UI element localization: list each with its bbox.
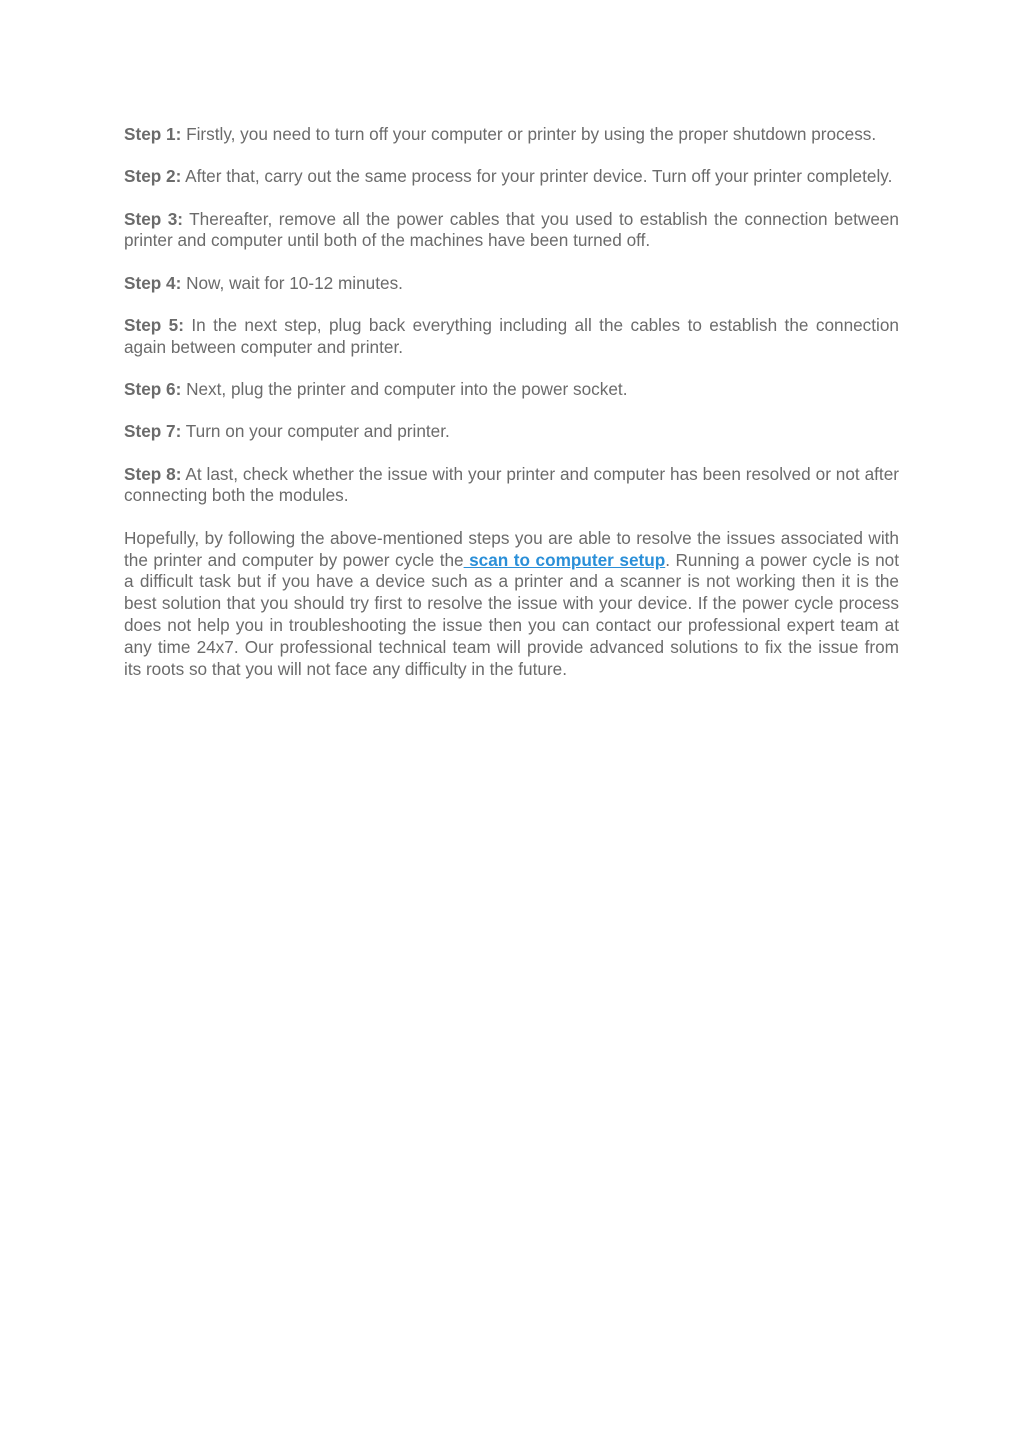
step-4-paragraph [124,273,899,295]
conclusion-text-after: . Running a power cycle is not a difficult task but if you have a device such as a printer and a scanner is not working then it is the best solution that you should try first to resolve the issue with your device. If the power cycle process does not help you in troubleshooting the issue then you can contact our professional expert team at any time 24x7. Our professional technical team will provide advanced solutions to fix the issue from its roots so that you will not face any difficulty in the future. [124,549,899,679]
step-3-text: Thereafter, remove all the power cables that you used to establish the connection between printer and computer until both of the machines have been turned off. [124,208,899,251]
step-6-label: Step 6: [124,379,182,400]
step-8-text: At last, check whether the issue with your printer and computer has been resolved or not after connecting both the modules. [124,463,899,506]
step-3-paragraph [124,209,899,253]
step-4-label: Step 4: [124,272,182,293]
step-5-paragraph [124,315,899,359]
step-8-paragraph [124,464,899,508]
step-2-label: Step 2: [124,166,182,187]
step-2-paragraph [124,166,899,188]
step-7-text: Turn on your computer and printer. [181,421,450,442]
step-6-text: Next, plug the printer and computer into the power socket. [181,379,628,400]
conclusion-text-before: Hopefully, by following the above-mentioned steps you are able to resolve the issues associated with the printer and computer by power cycle the [124,527,899,570]
document-body [124,124,899,701]
step-7-label: Step 7: [124,421,182,442]
conclusion-paragraph [124,528,899,681]
step-4-text: Now, wait for 10-12 minutes. [181,272,403,293]
scan-to-computer-setup-link[interactable]: scan to computer setup [463,549,666,570]
step-6-paragraph [124,379,899,401]
step-8-label: Step 8: [124,463,182,484]
step-3-label: Step 3: [124,208,183,229]
step-5-text: In the next step, plug back everything including all the cables to establish the connection again between computer and printer. [124,314,899,357]
step-1-paragraph [124,124,899,146]
step-2-text: After that, carry out the same process for your printer device. Turn off your printer completely. [181,166,893,187]
step-1-label: Step 1: [124,124,182,144]
step-1-text: Firstly, you need to turn off your computer or printer by using the proper shutdown process. [181,124,877,144]
step-7-paragraph [124,421,899,443]
step-5-label: Step 5: [124,314,184,335]
